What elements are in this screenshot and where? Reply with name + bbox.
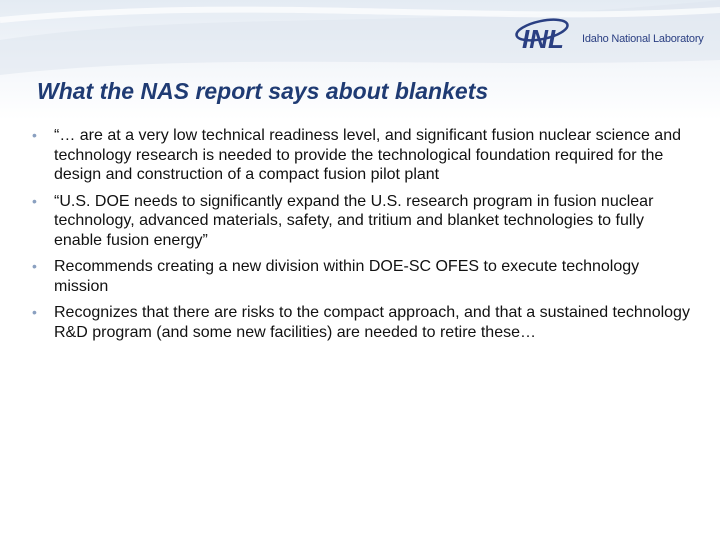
bullet-icon: • [32, 258, 37, 274]
logo-text: Idaho National Laboratory [582, 33, 704, 45]
bullet-text: Recognizes that there are risks to the compact approach, and that a sustained technology R&D program (and some new facilities) are needed to retire these… [54, 304, 690, 341]
bullet-text: “U.S. DOE needs to significantly expand the U.S. research program in fusion nuclear technology, advanced materials, safety, and tritium and blanket technologies to fully enable fusion energy” [54, 192, 654, 249]
bullet-icon: • [32, 127, 37, 143]
logo-mark-text: INL [522, 24, 564, 52]
bullet-item [32, 303, 692, 342]
inl-logo [512, 14, 712, 54]
bullet-text: Recommends creating a new division within DOE-SC OFES to execute technology mission [54, 258, 640, 295]
bullet-item [32, 192, 692, 251]
bullet-item [32, 257, 692, 296]
bullet-item [32, 126, 692, 185]
inl-logo-icon [512, 14, 582, 52]
bullet-icon: • [32, 304, 37, 320]
bullet-icon: • [32, 192, 37, 209]
slide-title: What the NAS report says about blankets [37, 78, 489, 104]
bullet-text: “… are at a very low technical readiness level, and significant fusion nuclear science and technology research is needed to provide the technological foundation required for the design and construction of a compact fusion pilot plant [54, 127, 681, 183]
bullet-list [32, 126, 692, 349]
